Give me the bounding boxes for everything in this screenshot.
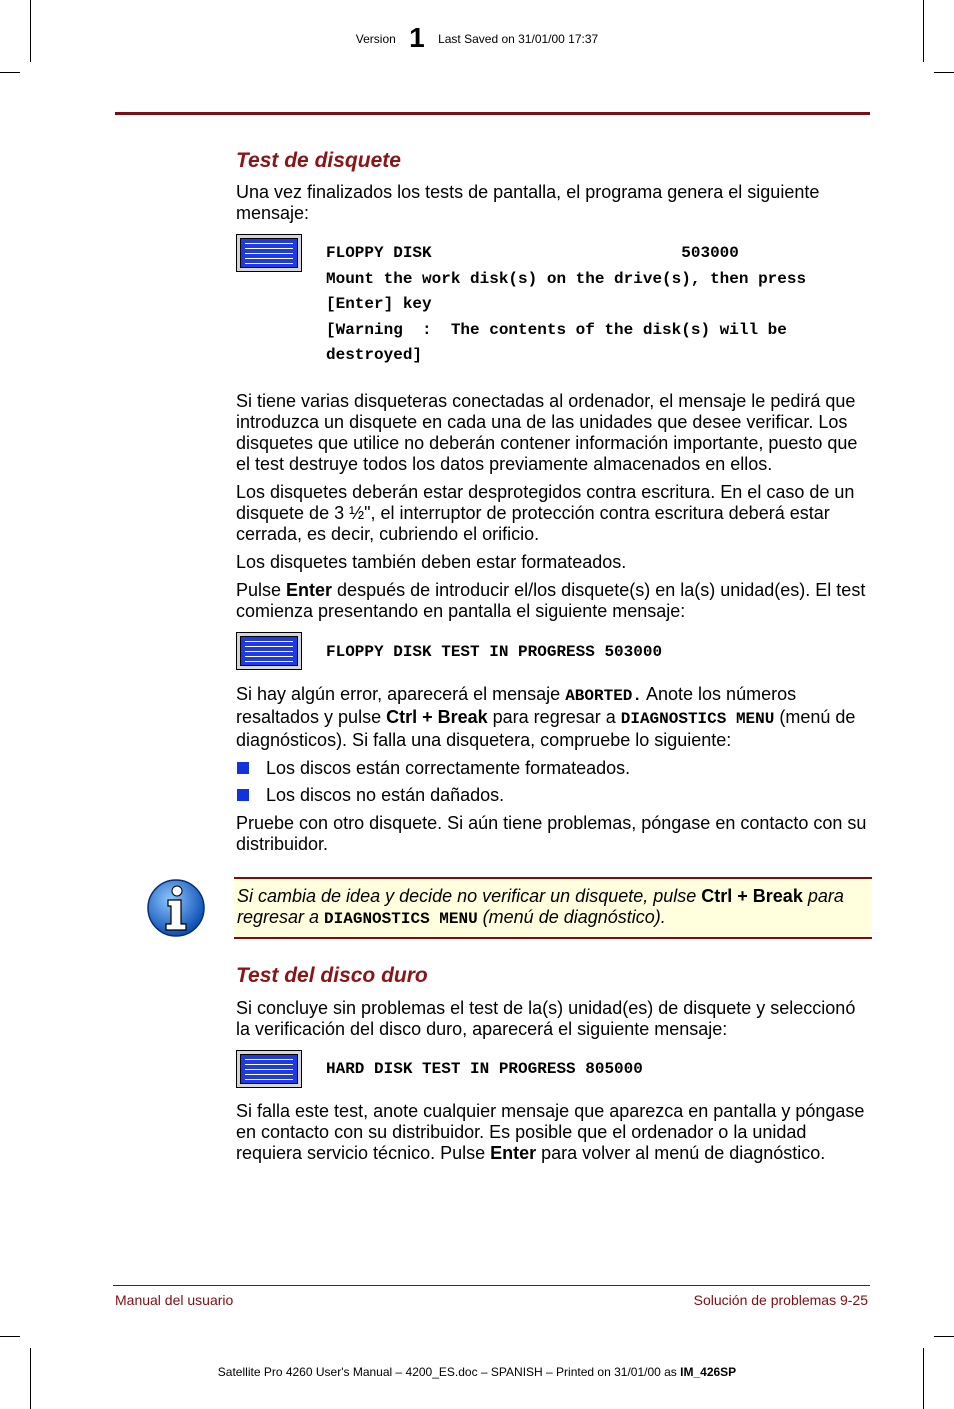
screen-message-floppy-progress [236, 632, 870, 672]
floppy-progress-text: FLOPPY DISK TEST IN PROGRESS 503000 [326, 643, 663, 661]
section-title-hard-disk: Test del disco duro [236, 964, 428, 987]
screen-icon [236, 1050, 302, 1088]
hard-disk-section [236, 963, 870, 1164]
ctrl-break-key: Ctrl + Break [386, 707, 488, 727]
crop-mark [934, 1336, 954, 1337]
version-label: Version [355, 32, 396, 46]
floppy-screen-text: FLOPPY DISK 503000 Mount the work disk(s) on the drive(s), then press [Enter] key [Warning : The contents of the disk(s) will be destroyed] [326, 244, 807, 364]
ctrl-break-key: Ctrl + Break [701, 886, 803, 906]
document-header [0, 22, 954, 54]
hard-disk-para: Si falla este test, anote cualquier mensaje que aparezca en pantalla y póngase en contacto con su distribuidor. Es posible que el ordenador o la unidad requiera servicio técnico. Pulse Enter para volver al menú de diagnóstico. [236, 1101, 865, 1163]
floppy-para-1: Si tiene varias disqueteras conectadas al ordenador, el mensaje le pedirá que introduzca un disquete en cada una de las unidades que desee verificar. Los disquetes que utilice no deberán contener información importante, puesto que el test destruye todos los datos previamente almacenados en ellos. [236, 391, 858, 474]
floppy-para-3: Los disquetes también deben estar formateados. [236, 552, 627, 572]
version-number: 1 [409, 22, 425, 53]
section-title-floppy: Test de disquete [236, 149, 401, 172]
enter-key: Enter [490, 1143, 537, 1163]
enter-key: Enter [286, 580, 333, 600]
bottom-rule [113, 1285, 870, 1286]
info-note [234, 877, 872, 939]
crop-mark [934, 72, 954, 73]
floppy-para-6: Pruebe con otro disquete. Si aún tiene problemas, póngase en contacto con su distribuidor. [236, 813, 867, 854]
hard-disk-intro: Si concluye sin problemas el test de la(s) unidad(es) de disquete y seleccionó la verificación del disco duro, aparecerá el siguiente mensaje: [236, 998, 856, 1039]
bullet-square-icon [237, 762, 249, 774]
bullet-square-icon [237, 789, 249, 801]
floppy-para-4: Pulse Enter después de introducir el/los disquete(s) en la(s) unidad(es). El test comienza presentando en pantalla el siguiente mensaje: [236, 580, 866, 621]
screen-icon [236, 632, 302, 670]
crop-mark [0, 72, 20, 73]
aborted-code: ABORTED. [565, 687, 642, 705]
diagnostics-menu-code: DIAGNOSTICS MENU [324, 910, 478, 928]
list-item: Los discos no están dañados. [236, 785, 870, 806]
hard-disk-progress-text: HARD DISK TEST IN PROGRESS 805000 [326, 1060, 643, 1078]
note-text: Si cambia de idea y decide no verificar un disquete, pulse Ctrl + Break para regresar a DIAGNOSTICS MENU (menú de diagnóstico). [237, 886, 844, 928]
floppy-para-2: Los disquetes deberán estar desprotegidos contra escritura. En el caso de un disquete de 3 ½", el interruptor de protección contra escritura deberá estar cerrada, es decir, cubriendo el orificio. [236, 482, 855, 544]
screen-message-floppy [236, 234, 870, 386]
diagnostics-menu-code: DIAGNOSTICS MENU [620, 710, 775, 728]
screen-message-hard-disk [236, 1050, 870, 1090]
print-info: Satellite Pro 4260 User's Manual – 4200_ES.doc – SPANISH – Printed on 31/01/00 as IM_426SP [217, 1365, 737, 1379]
footer-left: Manual del usuario [115, 1292, 234, 1308]
top-rule [115, 112, 870, 115]
crop-mark [0, 1336, 20, 1337]
footer-right: Solución de problemas 9-25 [693, 1292, 868, 1308]
floppy-para-5: Si hay algún error, aparecerá el mensaje ABORTED. Anote los números resaltados y pulse Ctrl + Break para regresar a DIAGNOSTICS MENU (menú de diagnósticos). Si falla una disquetera, compruebe lo siguiente: [236, 684, 856, 750]
screen-icon [236, 234, 302, 272]
floppy-intro: Una vez finalizados los tests de pantalla, el programa genera el siguiente mensaje: [236, 182, 820, 223]
last-saved: Last Saved on 31/01/00 17:37 [438, 32, 599, 46]
page-content [236, 148, 870, 855]
print-code: IM_426SP [680, 1365, 737, 1379]
info-icon [146, 878, 206, 938]
list-item: Los discos están correctamente formateados. [236, 758, 870, 779]
